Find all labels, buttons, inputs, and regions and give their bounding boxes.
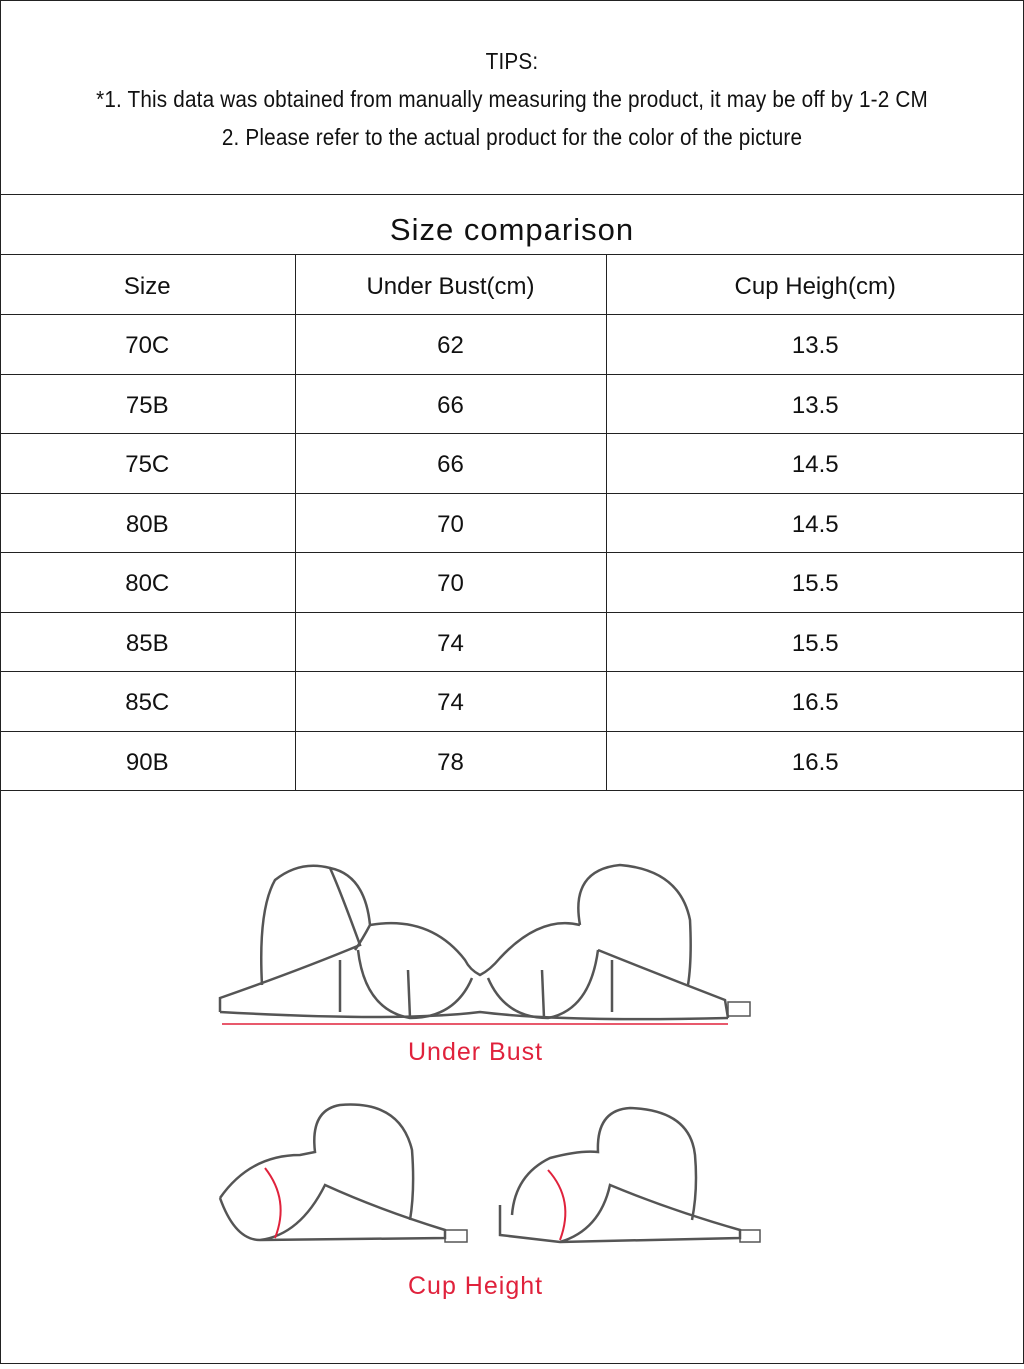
- table-row: [0, 731, 1024, 791]
- cell-under-bust: 74: [295, 672, 606, 732]
- bra-side-drawing-left: [220, 1105, 467, 1242]
- cell-under-bust: 70: [295, 493, 606, 553]
- table-row: [0, 672, 1024, 732]
- cup-height-label: Cup Height: [408, 1272, 544, 1300]
- under-bust-label: Under Bust: [408, 1038, 544, 1066]
- cell-under-bust: 74: [295, 612, 606, 672]
- bra-front-drawing: [220, 865, 750, 1019]
- table-header-row: [0, 255, 1024, 315]
- size-table: [0, 255, 1024, 791]
- tips-line-2: 2. Please refer to the actual product for the color of the picture: [221, 124, 803, 150]
- cell-cup-height: 16.5: [606, 672, 1024, 732]
- cell-size: 75C: [0, 434, 295, 494]
- cell-size: 70C: [0, 315, 295, 375]
- cell-size: 80B: [0, 493, 295, 553]
- tips-line-1: *1. This data was obtained from manually measuring the product, it may be off by 1-2 CM: [96, 86, 928, 112]
- cell-size: 85C: [0, 672, 295, 732]
- cell-size: 80C: [0, 553, 295, 613]
- header-size: Size: [0, 255, 295, 315]
- cell-cup-height: 13.5: [606, 315, 1024, 375]
- table-row: [0, 434, 1024, 494]
- table-row: [0, 553, 1024, 613]
- cell-cup-height: 16.5: [606, 731, 1024, 791]
- cell-cup-height: 14.5: [606, 493, 1024, 553]
- cell-cup-height: 15.5: [606, 612, 1024, 672]
- size-table-title: Size comparison: [0, 195, 1024, 255]
- cell-size: 85B: [0, 612, 295, 672]
- cell-under-bust: 70: [295, 553, 606, 613]
- table-row: [0, 612, 1024, 672]
- cell-size: 90B: [0, 731, 295, 791]
- header-under-bust: Under Bust(cm): [295, 255, 606, 315]
- measurement-diagram: [0, 790, 1024, 1364]
- cell-cup-height: 14.5: [606, 434, 1024, 494]
- table-row: [0, 493, 1024, 553]
- cell-under-bust: 78: [295, 731, 606, 791]
- cell-cup-height: 13.5: [606, 374, 1024, 434]
- bra-side-drawing-right: [500, 1108, 760, 1242]
- table-row: [0, 374, 1024, 434]
- cell-under-bust: 66: [295, 434, 606, 494]
- cell-under-bust: 62: [295, 315, 606, 375]
- tips-section: [0, 0, 1024, 195]
- table-row: [0, 315, 1024, 375]
- header-cup-height: Cup Heigh(cm): [606, 255, 1024, 315]
- tips-heading: TIPS:: [485, 48, 539, 74]
- cell-under-bust: 66: [295, 374, 606, 434]
- cell-size: 75B: [0, 374, 295, 434]
- cell-cup-height: 15.5: [606, 553, 1024, 613]
